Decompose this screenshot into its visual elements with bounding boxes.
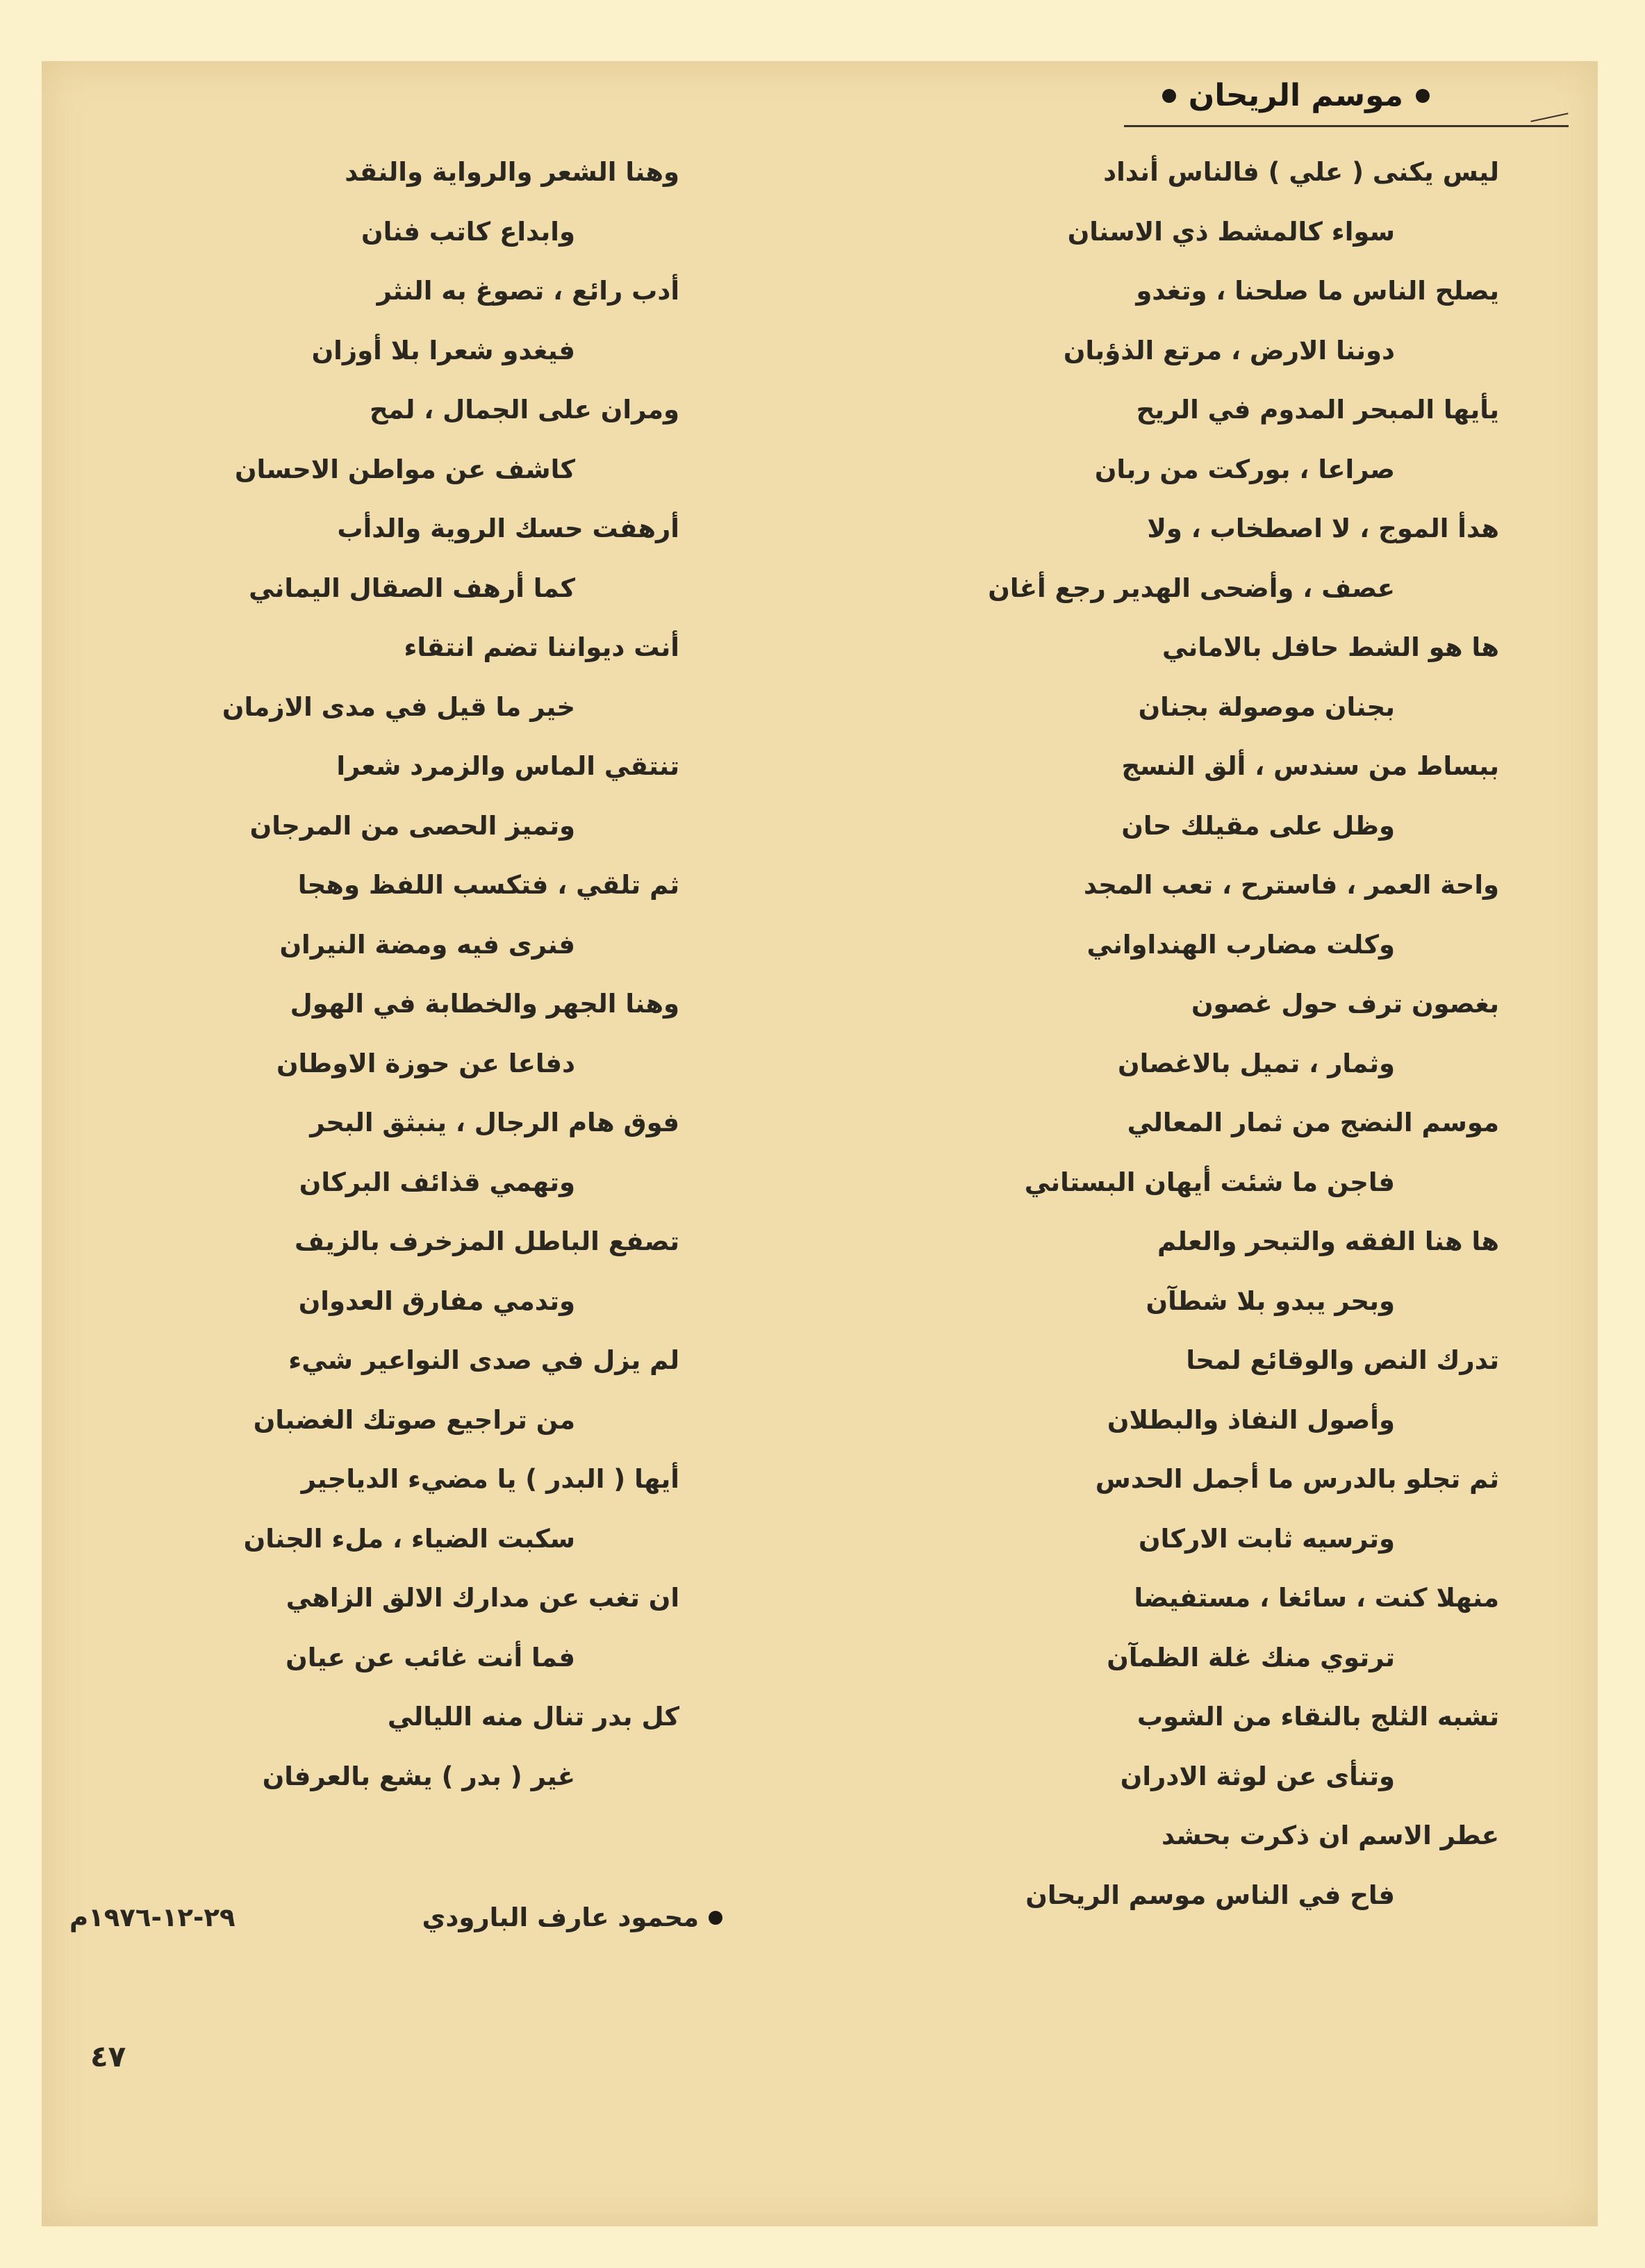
header-underline bbox=[1124, 125, 1569, 127]
verse-line: فوق هام الرجال ، ينبثق البحر bbox=[310, 1108, 679, 1137]
verse-line: وتدمي مفارق العدوان bbox=[298, 1285, 575, 1316]
verse-line: فاجن ما شئت أيهان البستاني bbox=[1024, 1167, 1395, 1197]
verse-line: ان تغب عن مدارك الالق الزاهي bbox=[286, 1583, 679, 1613]
verse-line: ومران على الجمال ، لمح bbox=[370, 395, 679, 425]
verse-line: كاشف عن مواطن الاحسان bbox=[234, 454, 575, 484]
verse-line: وتميز الحصى من المرجان bbox=[249, 810, 575, 841]
verse-line: فما أنت غائب عن عيان bbox=[286, 1642, 575, 1673]
verse-line: وثمار ، تميل بالاغصان bbox=[1118, 1048, 1395, 1078]
verse-line: هدأ الموج ، لا اصطخاب ، ولا bbox=[1147, 513, 1499, 543]
verse-line: يصلح الناس ما صلحنا ، وتغدو bbox=[1136, 276, 1499, 306]
bullet-icon bbox=[709, 1911, 722, 1925]
verse-line: بجنان موصولة بجنان bbox=[1138, 691, 1395, 722]
verse-line: عصف ، وأضحى الهدير رجع أغان bbox=[988, 573, 1395, 603]
verse-line: ها هو الشط حافل بالاماني bbox=[1162, 632, 1499, 662]
poem-left-column bbox=[151, 142, 679, 1806]
verse-line: خير ما قيل في مدى الازمان bbox=[222, 691, 575, 722]
verse-line: لم يزل في صدى النواعير شيء bbox=[288, 1345, 679, 1375]
verse-line: كما أرهف الصقال اليماني bbox=[249, 573, 575, 603]
poem-right-column bbox=[950, 142, 1499, 1925]
verse-line: ها هنا الفقه والتبحر والعلم bbox=[1157, 1226, 1499, 1256]
verse-line: سكبت الضياء ، ملء الجنان bbox=[243, 1523, 575, 1554]
verse-line: وبحر يبدو بلا شطآن bbox=[1146, 1285, 1395, 1316]
verse-line: غير ( بدر ) يشع بالعرفان bbox=[262, 1761, 575, 1791]
verse-line: بغصون ترف حول غصون bbox=[1191, 989, 1499, 1019]
verse-line: فاح في الناس موسم الريحان bbox=[1025, 1880, 1395, 1910]
verse-line: أيها ( البدر ) يا مضيء الدياجير bbox=[301, 1464, 679, 1494]
verse-line: وكلت مضارب الهنداواني bbox=[1086, 929, 1395, 960]
verse-line: وهنا الشعر والرواية والنقد bbox=[345, 157, 679, 187]
verse-line: ثم تلقي ، فتكسب اللفظ وهجا bbox=[297, 870, 679, 900]
verse-line: ثم تجلو بالدرس ما أجمل الحدس bbox=[1095, 1464, 1499, 1494]
verse-line: فيغدو شعرا بلا أوزان bbox=[311, 335, 575, 365]
page-number: ٤٧ bbox=[90, 2039, 126, 2073]
author-name: محمود عارف البارودي bbox=[422, 1903, 699, 1932]
verse-line: وأصول النفاذ والبطلان bbox=[1107, 1404, 1395, 1435]
verse-line: كل بدر تنال منه الليالي bbox=[387, 1702, 679, 1732]
verse-line: وهنا الجهر والخطابة في الهول bbox=[290, 989, 679, 1019]
verse-line: دوننا الارض ، مرتع الذؤبان bbox=[1063, 335, 1395, 365]
verse-line: واحة العمر ، فاسترح ، تعب المجد bbox=[1083, 870, 1499, 900]
poem-date: ٢٩-١٢-١٩٧٦م bbox=[69, 1903, 235, 1932]
bullet-icon bbox=[1416, 89, 1430, 103]
verse-line: ترتوي منك غلة الظمآن bbox=[1107, 1642, 1395, 1673]
verse-line: من تراجيع صوتك الغضبان bbox=[253, 1404, 575, 1435]
verse-line: وظل على مقيلك حان bbox=[1121, 810, 1395, 841]
author-signature bbox=[422, 1903, 722, 1932]
verse-line: فنرى فيه ومضة النيران bbox=[279, 929, 575, 960]
verse-line: عطر الاسم ان ذكرت بحشد bbox=[1161, 1821, 1499, 1850]
verse-line: ببساط من سندس ، ألق النسج bbox=[1121, 751, 1499, 781]
verse-line: تشبه الثلج بالنقاء من الشوب bbox=[1136, 1702, 1499, 1732]
verse-line: تدرك النص والوقائع لمحا bbox=[1186, 1345, 1499, 1375]
verse-line: دفاعا عن حوزة الاوطان bbox=[276, 1048, 575, 1078]
verse-line: أدب رائع ، تصوغ به النثر bbox=[377, 276, 679, 306]
verse-line: صراعا ، بوركت من ربان bbox=[1094, 454, 1395, 484]
verse-line: سواء كالمشط ذي الاسنان bbox=[1067, 216, 1395, 247]
verse-line: تنتقي الماس والزمرد شعرا bbox=[336, 751, 679, 781]
verse-line: وابداع كاتب فنان bbox=[361, 216, 575, 247]
verse-line: أنت ديواننا تضم انتقاء bbox=[404, 632, 679, 662]
verse-line: وتهمي قذائف البركان bbox=[299, 1167, 575, 1197]
article-header bbox=[1162, 78, 1430, 113]
verse-line: منهلا كنت ، سائغا ، مستفيضا bbox=[1134, 1583, 1499, 1613]
bullet-icon bbox=[1162, 89, 1176, 103]
header-title: موسم الريحان bbox=[1188, 78, 1403, 113]
verse-line: وترسيه ثابت الاركان bbox=[1139, 1523, 1395, 1554]
verse-line: ليس يكنى ( علي ) فالناس أنداد bbox=[1103, 157, 1499, 187]
verse-line: وتنأى عن لوثة الادران bbox=[1120, 1761, 1395, 1791]
verse-line: يأيها المبحر المدوم في الريح bbox=[1136, 395, 1499, 425]
verse-line: موسم النضج من ثمار المعالي bbox=[1127, 1108, 1499, 1137]
verse-line: أرهفت حسك الروية والدأب bbox=[337, 513, 679, 543]
poem-footer bbox=[69, 1903, 722, 1932]
verse-line: تصفع الباطل المزخرف بالزيف bbox=[294, 1226, 679, 1256]
